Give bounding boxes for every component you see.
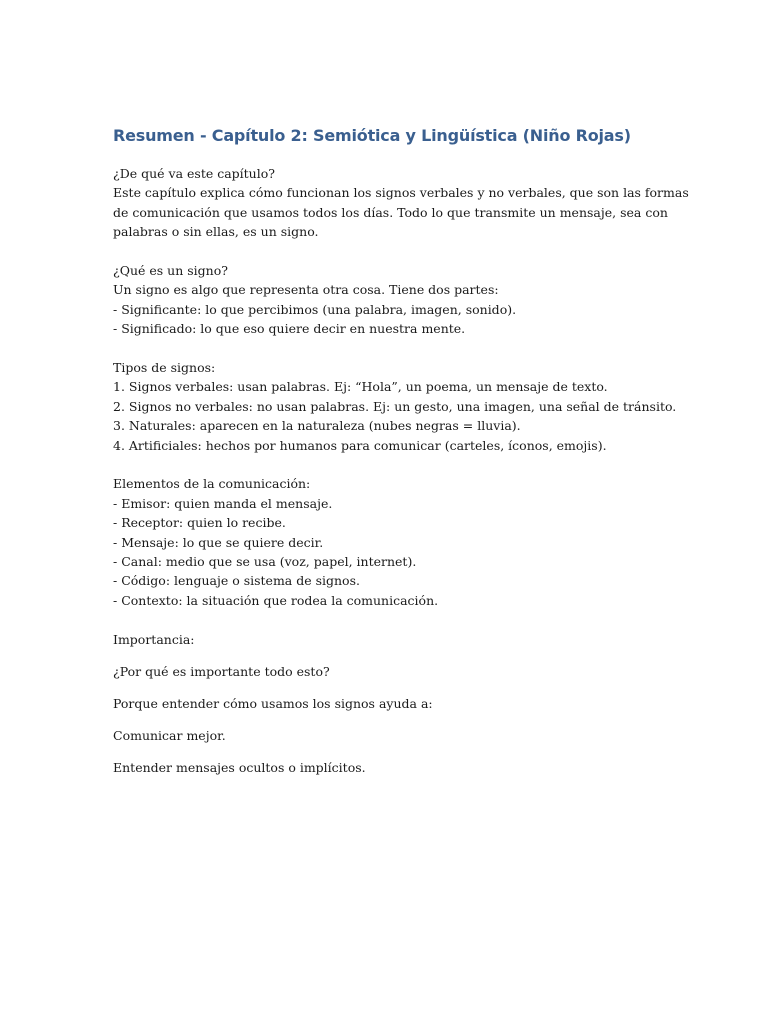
signo-question: ¿Qué es un signo? [113,263,228,279]
section-tipos [113,358,677,455]
elementos-list-item: - Canal: medio que se usa (voz, papel, internet). [113,554,417,570]
section-elementos [113,474,673,610]
intro-text-line: Este capítulo explica cómo funcionan los signos verbales y no verbales, que son las formas [113,185,689,201]
spacer [113,681,673,694]
intro-question: ¿De qué va este capítulo? [113,166,275,181]
elementos-list-item: - Receptor: quien lo recibe. [113,515,286,531]
spacer [113,610,673,629]
spacer [113,713,673,726]
section-signo [113,261,673,339]
tipos-heading: Tipos de signos: [113,360,216,376]
tipos-list-item: 1. Signos verbales: usan palabras. Ej: “Hola”, un poema, un mensaje de texto. [113,379,608,395]
importancia-paragraph: Comunicar mejor. [113,727,226,743]
elementos-heading: Elementos de la comunicación: [113,476,311,492]
intro-text-line: de comunicación que usamos todos los días. Todo lo que transmite un mensaje, sea con [113,204,668,220]
elementos-list-item: - Emisor: quien manda el mensaje. [113,495,333,511]
importancia-heading: Importancia: [113,631,195,647]
spacer [113,339,673,358]
spacer [113,649,673,662]
signo-list-item: - Significante: lo que percibimos (una palabra, imagen, sonido). [113,301,517,317]
importancia-paragraph: Porque entender cómo usamos los signos ayuda a: [113,695,433,711]
tipos-list-item: 2. Signos no verbales: no usan palabras. Ej: un gesto, una imagen, una señal de tránsito. [113,398,677,414]
document-body [113,124,689,777]
tipos-list-item: 3. Naturales: aparecen en la naturaleza (nubes negras = lluvia). [113,418,521,434]
intro-text-line: palabras o sin ellas, es un signo. [113,224,319,240]
importancia-question: ¿Por qué es importante todo esto? [113,663,330,679]
section-intro [113,164,689,242]
elementos-list-item: - Mensaje: lo que se quiere decir. [113,534,324,550]
tipos-list-item: 4. Artificiales: hechos por humanos para comunicar (carteles, íconos, emojis). [113,437,607,453]
spacer [113,455,673,474]
signo-list-item: - Significado: lo que eso quiere decir en nuestra mente. [113,321,466,337]
elementos-list-item: - Contexto: la situación que rodea la comunicación. [113,592,439,608]
importancia-paragraph: Entender mensajes ocultos o implícitos. [113,760,366,776]
spacer [113,242,673,261]
document-title: Resumen - Capítulo 2: Semiótica y Lingüística (Niño Rojas) [113,126,631,145]
signo-text-line: Un signo es algo que representa otra cosa. Tiene dos partes: [113,282,499,298]
elementos-list-item: - Código: lenguaje o sistema de signos. [113,573,360,589]
spacer [113,745,673,758]
